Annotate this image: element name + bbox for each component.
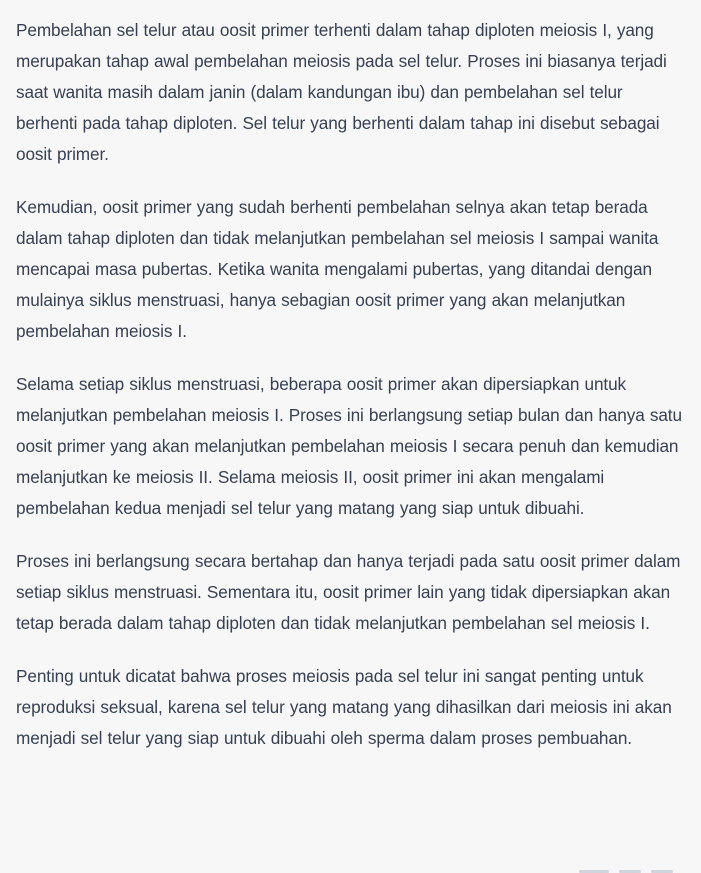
paragraph-5: Penting untuk dicatat bahwa proses meiosis pada sel telur ini sangat penting untuk reproduksi seksual, karena sel telur yang matang yang dihasilkan dari meiosis ini akan menjadi sel telur yang siap untuk dibuahi oleh sperma dalam proses pembuahan.: [16, 666, 672, 748]
paragraph-2: Kemudian, oosit primer yang sudah berhenti pembelahan selnya akan tetap berada dalam tahap diploten dan tidak melanjutkan pembelahan sel meiosis I sampai wanita mencapai masa pubertas. Ketika wanita mengalami pubertas, yang ditandai dengan mulainya siklus menstruasi, hanya sebagian oosit primer yang akan melanjutkan pembelahan meiosis I.: [16, 197, 659, 341]
paragraph-1: Pembelahan sel telur atau oosit primer terhenti dalam tahap diploten meiosis I, yang merupakan tahap awal pembelahan meiosis pada sel telur. Proses ini biasanya terjadi saat wanita masih dalam janin (dalam kandungan ibu) dan pembelahan sel telur berhenti pada tahap diploten. Sel telur yang berhenti dalam tahap ini disebut sebagai oosit primer.: [16, 20, 667, 164]
message-actions-hint: [563, 869, 673, 873]
paragraph-4: Proses ini berlangsung secara bertahap dan hanya terjadi pada satu oosit primer dalam setiap siklus menstruasi. Sementara itu, oosit primer lain yang tidak dipersiapkan akan tetap berada dalam tahap diploten dan tidak melanjutkan pembelahan sel meiosis I.: [16, 551, 681, 633]
paragraph-3: Selama setiap siklus menstruasi, beberapa oosit primer akan dipersiapkan untuk melanjutkan pembelahan meiosis I. Proses ini berlangsung setiap bulan dan hanya satu oosit primer yang akan melanjutkan pembelahan meiosis I secara penuh dan kemudian melanjutkan ke meiosis II. Selama meiosis II, oosit primer ini akan mengalami pembelahan kedua menjadi sel telur yang matang yang siap untuk dibuahi.: [16, 374, 682, 518]
